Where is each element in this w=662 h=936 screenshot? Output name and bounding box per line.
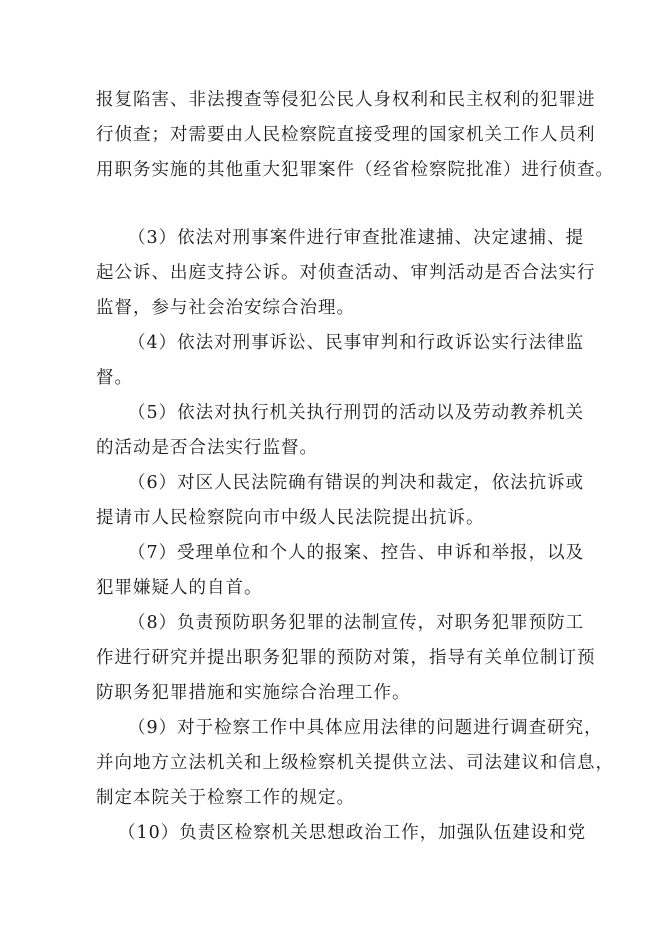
text-line-3: 用职务实施的其他重大犯罪案件（经省检察院批准）进行侦查。 [96,160,614,180]
text-line-14: 犯罪嫌疑人的自首。 [96,578,263,598]
text-line-7: （4）依法对刑事诉讼、民事审判和行政诉讼实行法律监 [128,333,585,353]
text-line-2: 行侦查；对需要由人民检察院直接受理的国家机关工作人员利 [96,125,596,145]
text-line-21: （10）负责区检察机关思想政治工作，加强队伍建设和党 [118,823,587,843]
text-line-15: （8）负责预防职务犯罪的法制宣传，对职务犯罪预防工 [128,613,585,633]
text-line-16: 作进行研究并提出职务犯罪的预防对策，指导有关单位制订预 [96,648,596,668]
text-line-12: 提请市人民检察院向市中级人民法院提出抗诉。 [96,508,485,528]
text-line-18: （9）对于检察工作中具体应用法律的问题进行调查研究， [128,718,603,738]
text-line-11: （6）对区人民法院确有错误的判决和裁定，依法抗诉或 [128,473,585,493]
text-line-5: 起公诉、出庭支持公诉。对侦查活动、审判活动是否合法实行 [96,263,596,283]
text-line-10: 的活动是否合法实行监督。 [96,438,318,458]
text-line-20: 制定本院关于检察工作的规定。 [96,788,355,808]
text-line-13: （7）受理单位和个人的报案、控告、申诉和举报，以及 [128,543,585,563]
text-line-8: 督。 [96,368,133,388]
text-line-4: （3）依法对刑事案件进行审查批准逮捕、决定逮捕、提 [128,228,585,248]
text-line-6: 监督，参与社会治安综合治理。 [96,298,355,318]
text-line-1: 报复陷害、非法搜查等侵犯公民人身权利和民主权利的犯罪进 [96,90,596,110]
text-line-9: （5）依法对执行机关执行刑罚的活动以及劳动教养机关 [128,403,585,423]
text-line-17: 防职务犯罪措施和实施综合治理工作。 [96,683,411,703]
text-line-19: 并向地方立法机关和上级检察机关提供立法、司法建议和信息， [96,753,614,773]
